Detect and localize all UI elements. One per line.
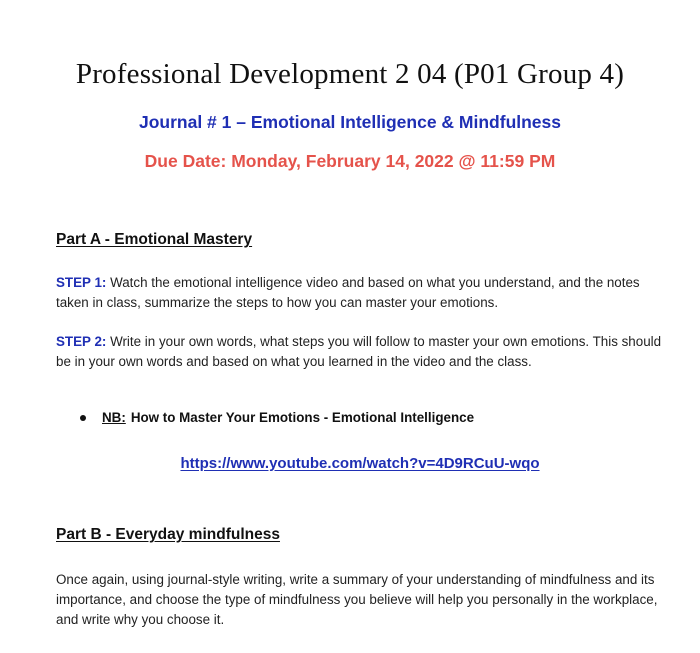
nb-bullet <box>80 410 474 425</box>
due-date: Due Date: Monday, February 14, 2022 @ 11:59 PM <box>144 151 556 171</box>
step2-label: STEP 2: <box>56 334 107 349</box>
document-title: Professional Development 2 04 (P01 Group 4) <box>75 58 625 90</box>
step1-text: Watch the emotional intelligence video and based on what you understand, and the notes taken in class, summarize the steps to how you can master your emotions. <box>56 275 640 310</box>
part-b-paragraph: Once again, using journal-style writing, write a summary of your understanding of mindfulness and its importance, and choose the type of mindfulness you believe will help you personally in the workplace, and write why you choose it. <box>56 572 658 627</box>
step1-paragraph <box>56 273 676 313</box>
nb-label: NB: <box>102 410 126 425</box>
step2-text: Write in your own words, what steps you will follow to master your own emotions. This should be in your own words and based on what you learned in the video and the class. <box>56 334 662 369</box>
step2-paragraph <box>56 332 676 372</box>
part-b-heading: Part B - Everyday mindfulness <box>56 526 280 543</box>
journal-subtitle: Journal # 1 – Emotional Intelligence & Mindfulness <box>138 112 562 132</box>
bullet-icon <box>80 415 86 421</box>
nb-video-title: How to Master Your Emotions - Emotional Intelligence <box>130 410 475 425</box>
part-a-heading: Part A - Emotional Mastery <box>56 231 253 248</box>
youtube-link[interactable]: https://www.youtube.com/watch?v=4D9RCuU-wqo <box>180 455 540 472</box>
step1-label: STEP 1: <box>56 275 107 290</box>
